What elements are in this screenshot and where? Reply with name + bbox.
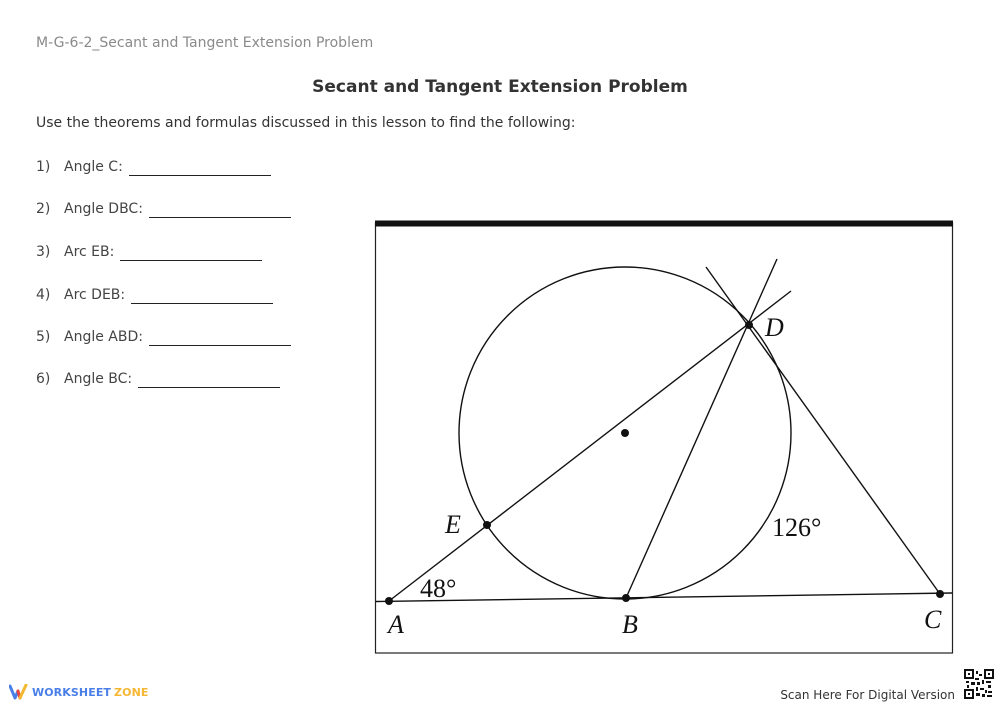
geometry-diagram xyxy=(374,219,954,655)
label-b: B xyxy=(622,610,638,639)
instructions: Use the theorems and formulas discussed in this lesson to find the following: xyxy=(36,115,576,131)
question-item-2 xyxy=(36,201,291,218)
secant-line-aed xyxy=(389,291,791,601)
label-d: D xyxy=(765,313,784,342)
qr-code-icon[interactable] xyxy=(964,669,994,699)
label-a: A xyxy=(388,610,404,639)
question-label: Angle C: xyxy=(64,159,123,175)
diagram-frame xyxy=(376,223,953,653)
angle-a-measure: 48° xyxy=(420,574,457,603)
document-id: M-G-6-2_Secant and Tangent Extension Problem xyxy=(36,35,374,51)
label-e: E xyxy=(445,510,461,539)
point-a xyxy=(385,597,393,605)
point-b xyxy=(622,594,630,602)
answer-blank[interactable] xyxy=(120,244,262,261)
answer-blank[interactable] xyxy=(129,159,271,176)
question-label: Arc EB: xyxy=(64,244,115,260)
circle-center-point xyxy=(621,429,629,437)
brand-name-part1: WORKSHEET xyxy=(32,685,112,699)
question-item-1 xyxy=(36,159,271,176)
point-e xyxy=(483,521,491,529)
logo-w-icon xyxy=(9,684,29,700)
question-label: Angle BC: xyxy=(64,371,133,387)
question-item-6 xyxy=(36,371,280,388)
arc-bd-measure: 126° xyxy=(772,513,822,542)
page-title: Secant and Tangent Extension Problem xyxy=(312,77,688,97)
question-label: Angle DBC: xyxy=(64,201,143,217)
question-item-3 xyxy=(36,244,262,261)
scan-instruction: Scan Here For Digital Version xyxy=(780,688,955,702)
answer-blank[interactable] xyxy=(138,371,280,388)
question-number: 5) xyxy=(36,329,51,345)
question-number: 2) xyxy=(36,201,51,217)
question-number: 4) xyxy=(36,287,51,303)
diagram-top-bar xyxy=(375,221,953,227)
answer-blank[interactable] xyxy=(131,287,273,304)
question-label: Arc DEB: xyxy=(64,287,126,303)
question-number: 1) xyxy=(36,159,51,175)
question-item-5 xyxy=(36,329,291,346)
answer-blank[interactable] xyxy=(149,201,291,218)
point-c xyxy=(936,590,944,598)
brand-name-part2: ZONE xyxy=(114,685,149,699)
point-d xyxy=(745,321,753,329)
question-number: 6) xyxy=(36,371,51,387)
question-number: 3) xyxy=(36,244,51,260)
chord-line-bd xyxy=(626,259,777,598)
worksheet-zone-logo[interactable] xyxy=(9,684,149,700)
question-item-4 xyxy=(36,287,273,304)
question-label: Angle ABD: xyxy=(64,329,143,345)
label-c: C xyxy=(924,605,942,634)
answer-blank[interactable] xyxy=(149,329,291,346)
tangent-line-dc xyxy=(706,267,940,594)
